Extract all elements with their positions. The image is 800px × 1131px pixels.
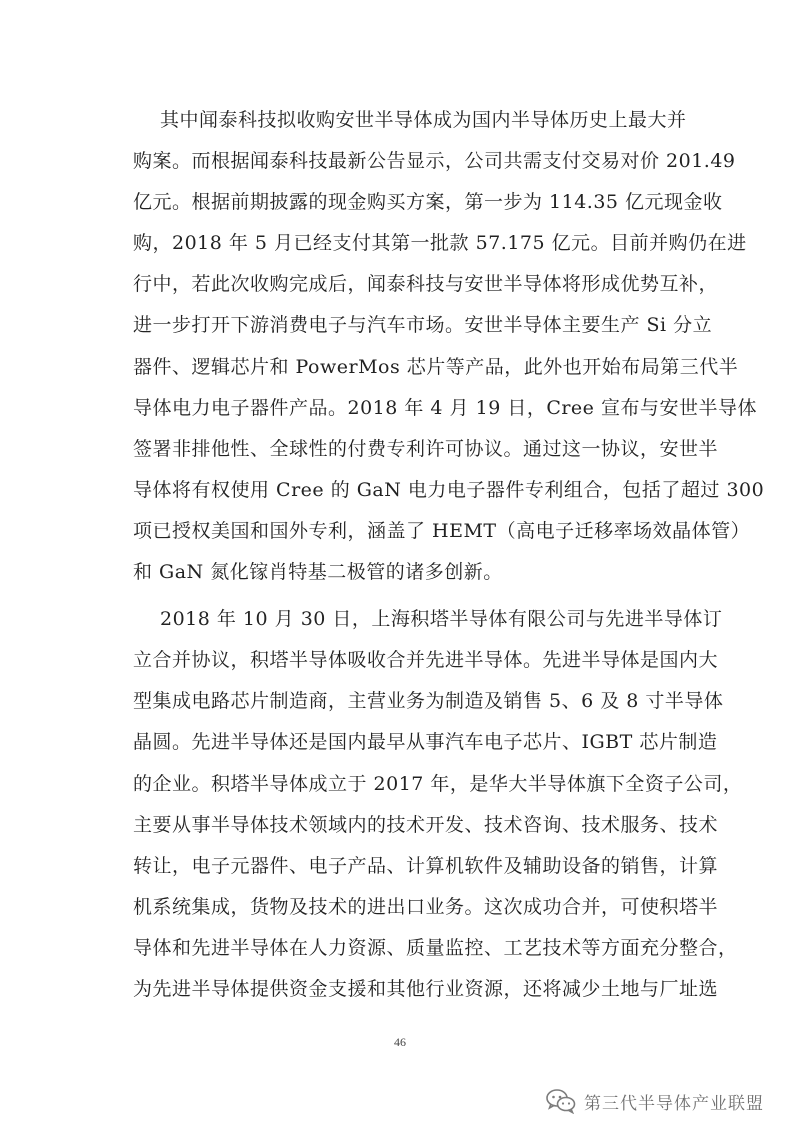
watermark xyxy=(546,1086,764,1116)
watermark-text: 第三代半导体产业联盟 xyxy=(584,1093,764,1114)
text-line: 主要从事半导体技术领域内的技术开发、技术咨询、技术服务、技术 xyxy=(133,814,719,836)
text-line: 导体电力电子器件产品。2018 年 4 月 19 日，Cree 宣布与安世半导体 xyxy=(133,397,757,419)
text-line: 其中闻泰科技拟收购安世半导体成为国内半导体历史上最大并 xyxy=(160,109,687,131)
text-line: 晶圆。先进半导体还是国内最早从事汽车电子芯片、IGBT 芯片制造 xyxy=(133,731,718,753)
text-line: 机系统集成，货物及技术的进出口业务。这次成功合并，可使积塔半 xyxy=(133,896,719,918)
text-line: 进一步打开下游消费电子与汽车市场。安世半导体主要生产 Si 分立 xyxy=(133,314,713,336)
text-line: 型集成电路芯片制造商，主营业务为制造及销售 5、6 及 8 寸半导体 xyxy=(133,690,724,712)
text-line: 立合并协议，积塔半导体吸收合并先进半导体。先进半导体是国内大 xyxy=(133,649,719,671)
text-line: 签署非排他性、全球性的付费专利许可协议。通过这一协议，安世半 xyxy=(133,438,719,460)
text-line: 购，2018 年 5 月已经支付其第一批款 57.175 亿元。目前并购仍在进 xyxy=(133,232,747,254)
text-line: 导体将有权使用 Cree 的 GaN 电力电子器件专利组合，包括了超过 300 xyxy=(133,479,765,501)
text-line: 亿元。根据前期披露的现金购买方案，第一步为 114.35 亿元现金收 xyxy=(133,191,723,213)
text-line: 项已授权美国和国外专利，涵盖了 HEMT（高电子迁移率场效晶体管） xyxy=(133,520,751,542)
text-line: 为先进半导体提供资金支援和其他行业资源，还将减少土地与厂址选 xyxy=(133,978,719,1000)
text-line: 购案。而根据闻泰科技最新公告显示，公司共需支付交易对价 201.49 xyxy=(133,150,736,172)
page-number: 46 xyxy=(394,1035,406,1049)
text-line: 行中，若此次收购完成后，闻泰科技与安世半导体将形成优势互补， xyxy=(133,273,719,295)
text-line: 导体和先进半导体在人力资源、质量监控、工艺技术等方面充分整合， xyxy=(133,937,738,959)
text-line: 的企业。积塔半导体成立于 2017 年，是华大半导体旗下全资子公司， xyxy=(133,773,743,795)
text-line: 器件、逻辑芯片和 PowerMos 芯片等产品，此外也开始布局第三代半 xyxy=(133,356,739,378)
text-line: 和 GaN 氮化镓肖特基二极管的诸多创新。 xyxy=(133,561,503,583)
text-line: 转让，电子元器件、电子产品、计算机软件及辅助设备的销售，计算 xyxy=(133,855,719,877)
wechat-icon xyxy=(546,1088,576,1114)
text-line: 2018 年 10 月 30 日，上海积塔半导体有限公司与先进半导体订 xyxy=(160,608,723,630)
